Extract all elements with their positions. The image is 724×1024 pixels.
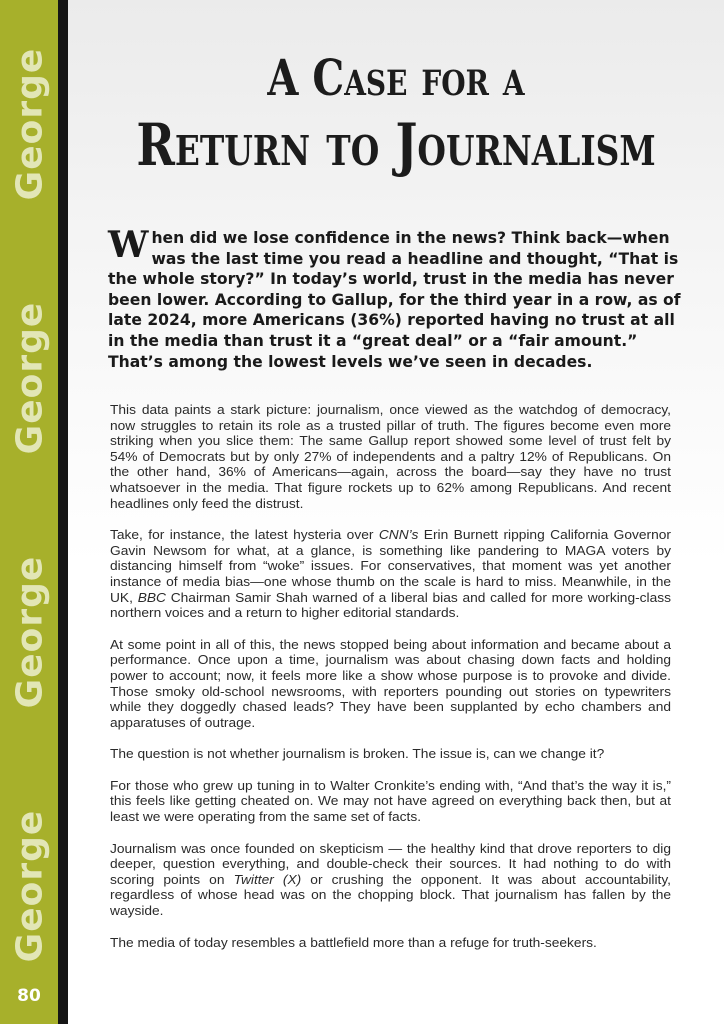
body-paragraph: For those who grew up tuning in to Walter Cronkite’s ending with, “And that’s the way it is,” this feels like getting cheated on. We may not have agreed on everything back then, but at least we were operating from the same set of facts.: [110, 778, 671, 825]
spine-word-george: George: [9, 47, 51, 201]
body-paragraph: [110, 528, 671, 622]
paragraph-text: Chairman Samir Shah warned of a liberal bias and called for more working-class northern voices and a return to higher editorial standards.: [110, 590, 672, 621]
paragraph-text: Erin Burnett ripping California Governor Gavin Newsom for what, at a glance, is something like pandering to MAGA voters by distancing himself from “woke” issues. For conservatives, that moment was yet another instance of media bias—one whose thumb on the scale is hard to miss. Meanwhile, in the UK,: [110, 528, 671, 605]
sidebar: [0, 0, 58, 1024]
drop-cap: W: [108, 224, 149, 266]
lede-text: hen did we lose confidence in the news? Think back—when was the last time you read a headline and thought, “That is the whole story?” In today’s world, trust in the media has never been lower. According to Gallup, for the third year in a row, as of late 2024, more Americans (36%) reported having no trust at all in the media than trust it a “great deal” or a “fair amount.” That’s among the lowest levels we’ve seen in decades.: [108, 229, 681, 371]
body-paragraph: At some point in all of this, the news stopped being about information and became about a performance. Once upon a time, journalism was about chasing down facts and holding power to account; now, it feels more like a show whose purpose is to provoke and divide. Those smoky old-school newsrooms, with reporters pounding out stories on typewriters while they doggedly chased leads? They have been supplanted by echo chambers and apparatuses of outrage.: [110, 637, 671, 730]
publication-name: BBC: [137, 590, 166, 605]
body-paragraph: This data paints a stark picture: journalism, once viewed as the watchdog of democracy, now struggles to retain its role as a trusted pillar of truth. The figures become even more striking when you slice them: The same Gallup report showed some level of trust felt by 54% of Democrats but by only 27% of independents and a paltry 12% of Republicans. On the other hand, 36% of Americans—again, across the board—say they have no trust whatsoever in the media. That figure rockets up to 62% among Republicans. And recent headlines only feed the distrust.: [110, 403, 671, 511]
page-number: 80: [17, 986, 41, 1006]
body-paragraph: [110, 842, 671, 920]
paragraph-text: Take, for instance, the latest hysteria over: [110, 528, 379, 543]
paragraph-text: Journalism was once founded on skepticism — the healthy kind that drove reporters to dig deeper, question everything, and double-check their sources. It had nothing to do with scoring points on: [110, 841, 671, 887]
spine-word-george: George: [9, 809, 51, 963]
platform-name: Twitter (X): [233, 872, 302, 887]
article-page: [68, 0, 724, 1024]
article-title-line-2: Return to Journalism: [136, 111, 656, 179]
spine-word-george: George: [9, 555, 51, 709]
article-title-line-1: A Case for a: [267, 48, 525, 107]
body-paragraph: The question is not whether journalism is broken. The issue is, can we change it?: [110, 747, 605, 762]
paragraph-text: or crushing the opponent. It was about accountability, regardless of whose head was on the chopping block. That journalism has fallen by the wayside.: [110, 872, 671, 919]
spine-word-george: George: [9, 301, 51, 455]
body-paragraph: The media of today resembles a battlefield more than a refuge for truth-seekers.: [110, 935, 597, 950]
publication-name: CNN’s: [378, 528, 419, 543]
article-body: [110, 403, 671, 951]
article-lede: [108, 224, 688, 372]
sidebar-divider: [58, 0, 68, 1024]
